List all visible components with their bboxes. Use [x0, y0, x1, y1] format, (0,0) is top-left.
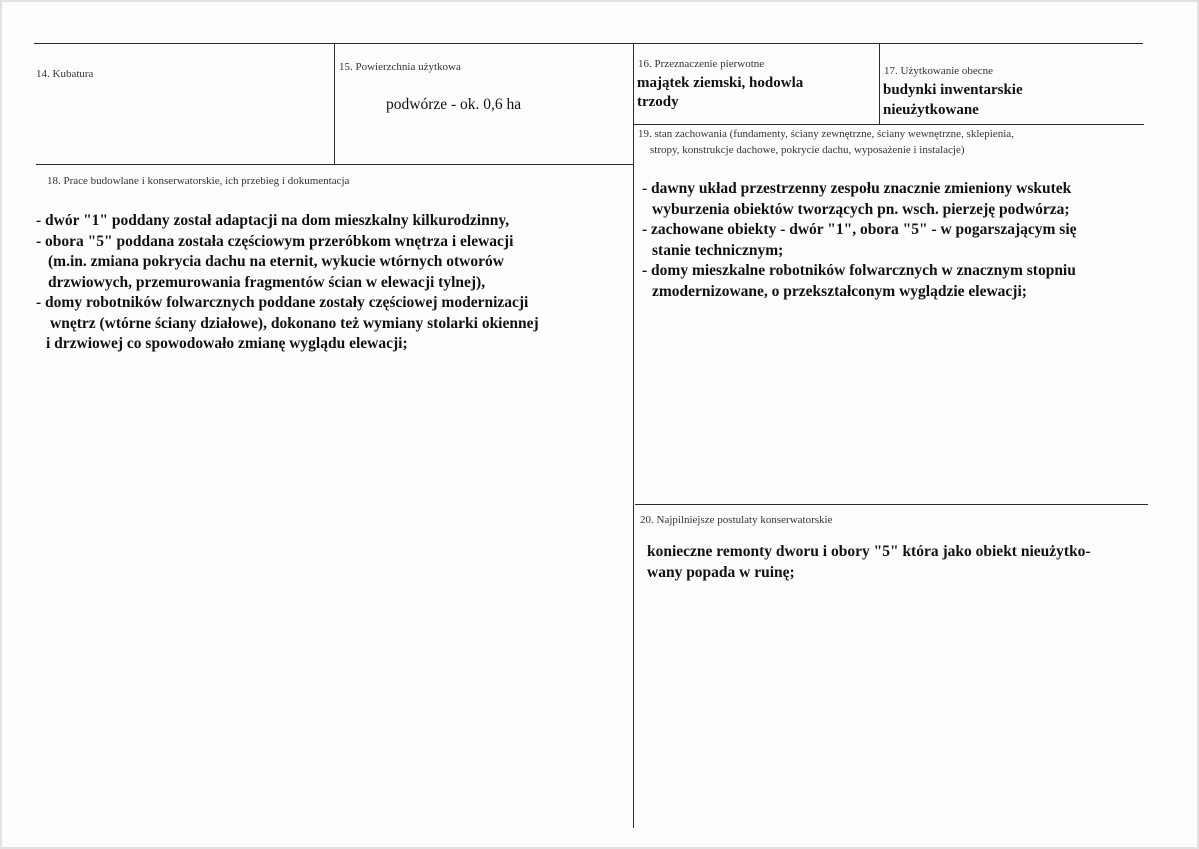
field-18-line: (m.in. zmiana pokrycia dachu na eternit, wykucie wtórnych otworów — [48, 253, 504, 270]
field-20-label: 20. Najpilniejsze postulaty konserwatorskie — [640, 514, 833, 526]
field-19-line: - domy mieszkalne robotników folwarcznych w znacznym stopniu — [642, 262, 1076, 279]
field-15-value: podwórze - ok. 0,6 ha — [386, 96, 522, 113]
field-19-label-line-1: 19. stan zachowania (fundamenty, ściany zewnętrzne, ściany wewnętrzne, sklepienia, — [638, 128, 1014, 140]
field-18-label: 18. Prace budowlane i konserwatorskie, ich przebieg i dokumentacja — [47, 175, 350, 187]
field-17-label: 17. Użytkowanie obecne — [884, 65, 994, 77]
field-19-line: wyburzenia obiektów tworzących pn. wsch. pierzeję podwórza; — [652, 200, 1070, 218]
field-18-line: - obora "5" poddana została częściowym przeróbkom wnętrza i elewacji — [36, 232, 514, 250]
rule-under-16-17 — [633, 124, 1144, 125]
field-18-line: - dwór "1" poddany został adaptacji na dom mieszkalny kilkurodzinny, — [36, 212, 510, 229]
field-20-line: wany popada w ruinę; — [647, 563, 795, 581]
field-20-text — [647, 542, 1091, 583]
field-18-line: - domy robotników folwarcznych poddane zostały częściowej modernizacji — [36, 294, 529, 311]
field-19-line: - dawny układ przestrzenny zespołu znacznie zmieniony wskutek — [642, 180, 1072, 197]
field-18-line: wnętrz (wtórne ściany działowe), dokonano też wymiany stolarki okiennej — [50, 314, 539, 332]
field-16-value-line-2: trzody — [637, 94, 679, 110]
divider-16-17 — [879, 43, 880, 124]
field-17-value-line-2: nieużytkowane — [883, 102, 979, 118]
divider-14-15 — [334, 43, 335, 164]
field-18-text — [36, 211, 539, 355]
field-19-line: - zachowane obiekty - dwór "1", obora "5" - w pogarszającym się — [642, 221, 1077, 238]
field-19-line: stanie technicznym; — [652, 241, 784, 259]
field-17-value-line-1: budynki inwentarskie — [883, 82, 1023, 98]
rule-under-14-15 — [36, 164, 634, 165]
field-16-value-line-1: majątek ziemski, hodowla — [637, 75, 804, 91]
field-19-text — [642, 179, 1077, 302]
field-19-label-line-2: stropy, konstrukcje dachowe, pokrycie dachu, wyposażenie i instalacje) — [650, 144, 965, 156]
form-top-rule — [34, 43, 1143, 44]
field-15-label: 15. Powierzchnia użytkowa — [339, 61, 461, 73]
divider-left-right — [633, 43, 634, 828]
field-19-line: zmodernizowane, o przekształconym wyglądzie elewacji; — [652, 282, 1027, 300]
field-20-line: konieczne remonty dworu i obory "5" która jako obiekt nieużytko- — [647, 543, 1091, 560]
field-14-label: 14. Kubatura — [36, 68, 94, 80]
rule-above-20 — [635, 504, 1148, 505]
field-16-label: 16. Przeznaczenie pierwotne — [638, 58, 765, 70]
field-18-line: i drzwiowej co spowodowało zmianę wyglądu elewacji; — [46, 335, 408, 352]
field-18-line: drzwiowych, przemurowania fragmentów ścian w elewacji tylnej), — [48, 273, 486, 291]
